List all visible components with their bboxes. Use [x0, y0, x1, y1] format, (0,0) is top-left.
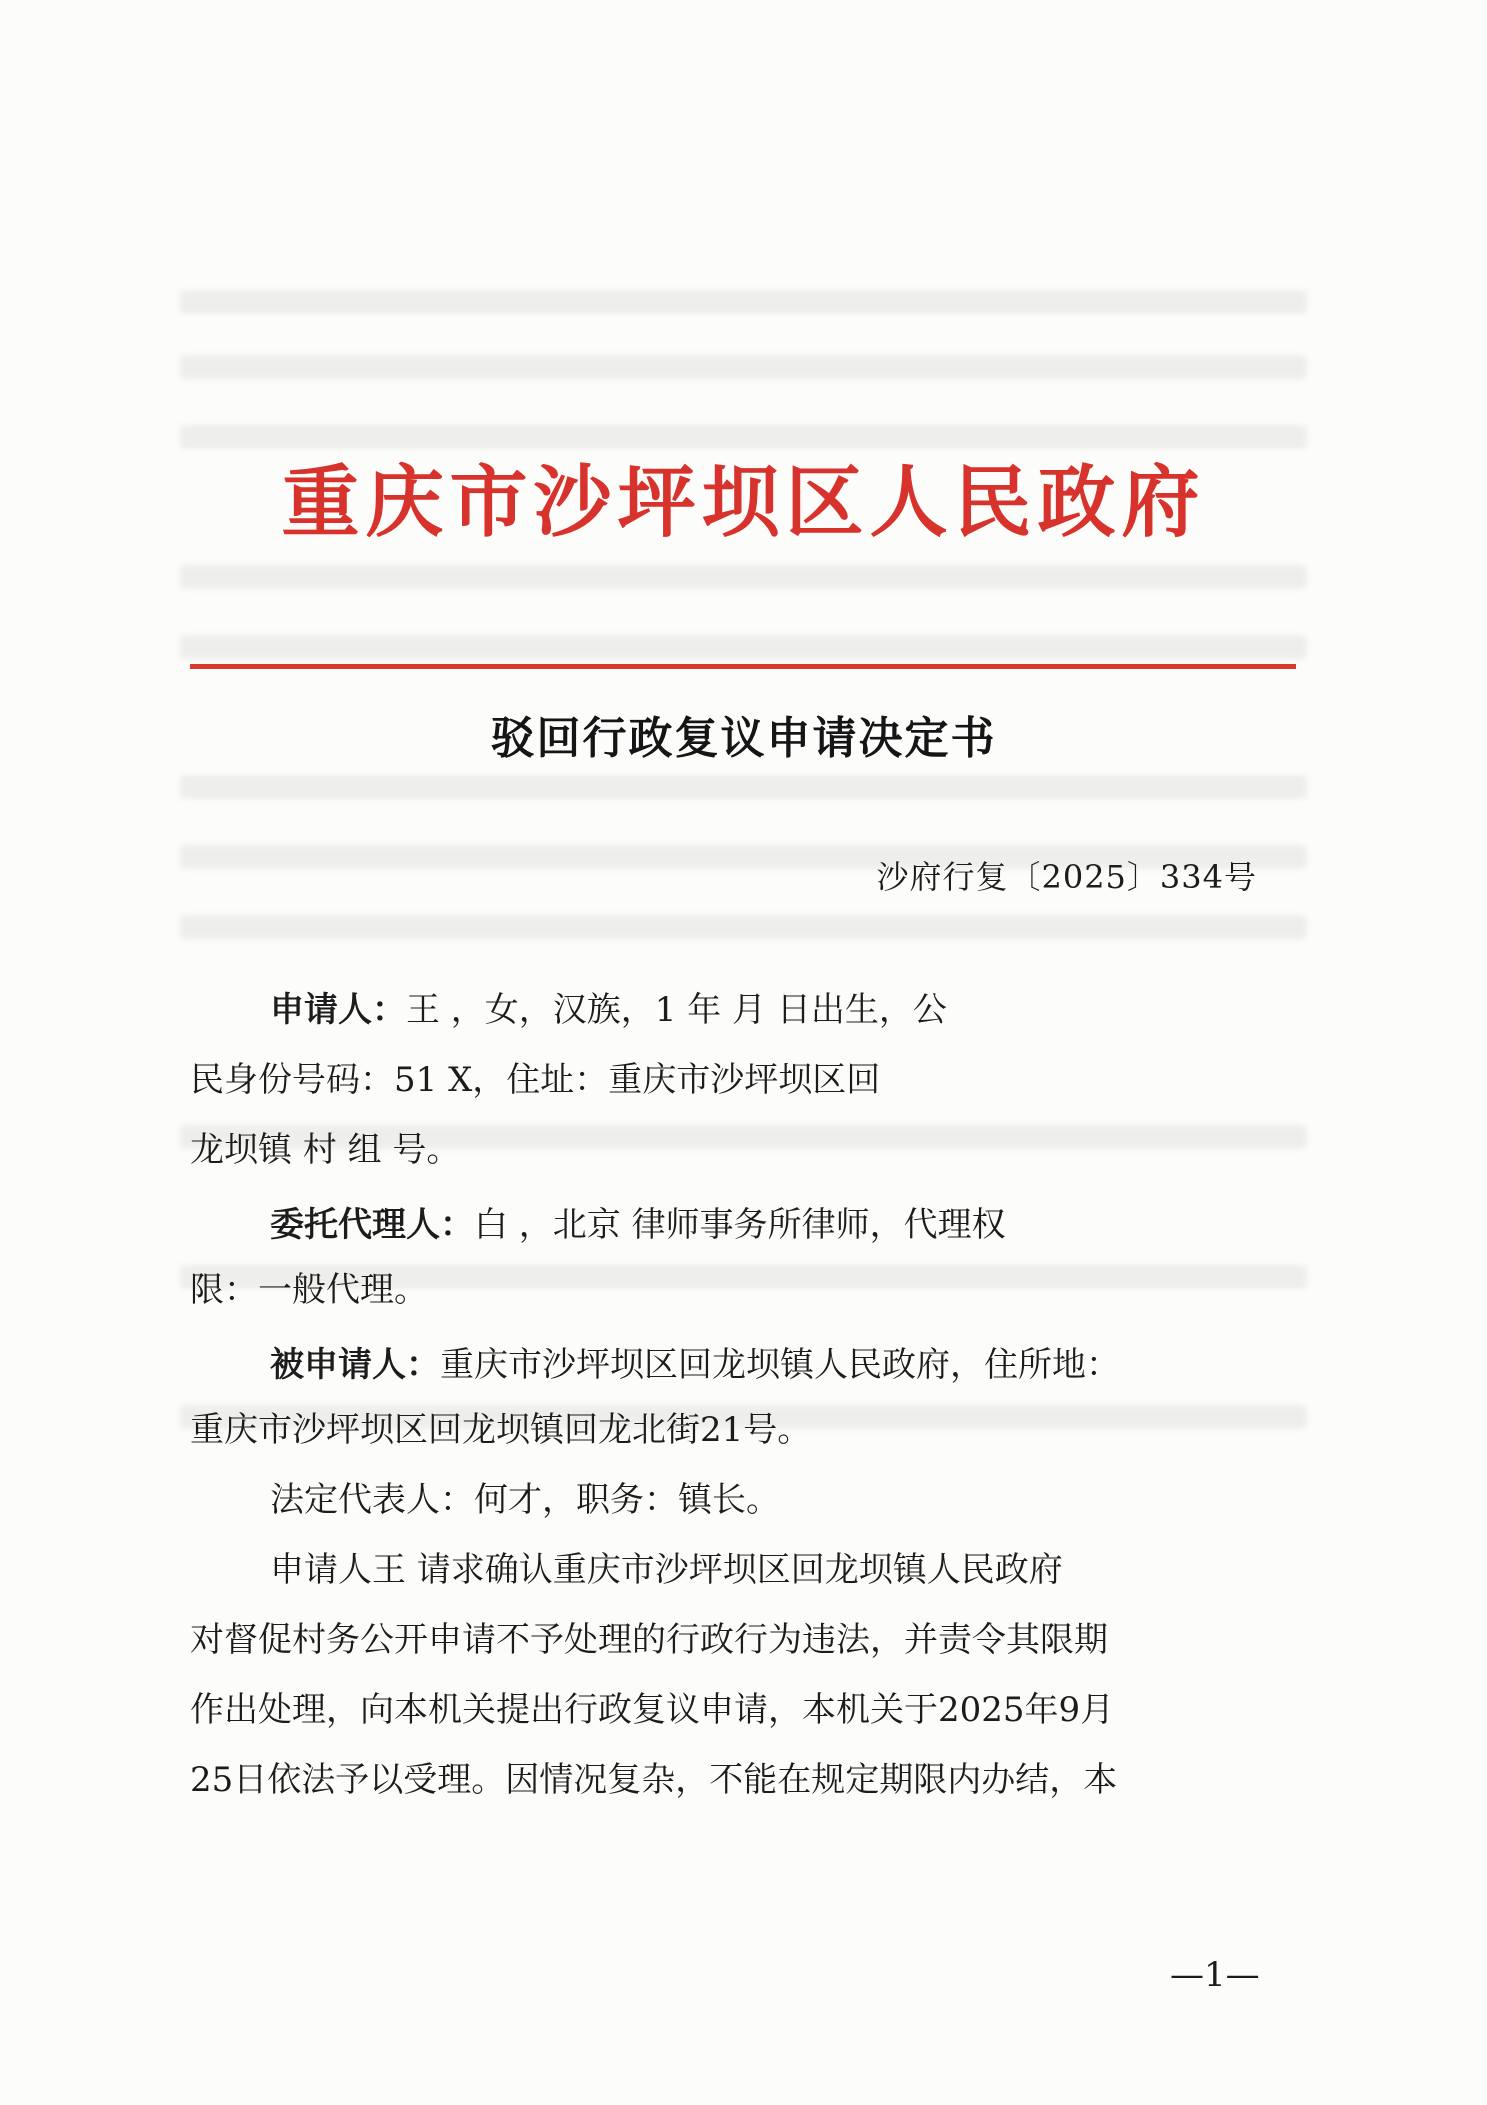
body-line-2: 对督促村务公开申请不予处理的行政行为违法，并责令其限期 — [190, 1620, 1108, 1660]
agent-text-1: 白 ，北京 律师事务所律师，代理权 — [474, 1205, 1006, 1245]
applicant-line-2: 民身份号码：51 X，住址：重庆市沙坪坝区回 — [190, 1060, 881, 1100]
agent-label: 委托代理人： — [270, 1205, 474, 1245]
show-through-line — [180, 915, 1307, 939]
applicant-line-3: 龙坝镇 村 组 号。 — [190, 1130, 461, 1170]
body-line-4: 25日依法予以受理。因情况复杂，不能在规定期限内办结，本 — [190, 1760, 1118, 1800]
respondent-line-1 — [270, 1345, 1296, 1385]
respondent-label: 被申请人： — [270, 1345, 440, 1385]
document-title: 驳回行政复议申请决定书 — [490, 713, 997, 764]
body-line-1: 申请人王 请求确认重庆市沙坪坝区回龙坝镇人民政府 — [270, 1550, 1063, 1590]
legal-representative: 法定代表人：何才，职务：镇长。 — [270, 1480, 780, 1520]
document-number: 沙府行复〔2025〕334号 — [876, 858, 1257, 896]
issuer-header: 重庆市沙坪坝区人民政府 — [281, 458, 1206, 548]
body-line-3: 作出处理，向本机关提出行政复议申请，本机关于2025年9月 — [190, 1690, 1115, 1730]
respondent-line-2: 重庆市沙坪坝区回龙坝镇回龙北街21号。 — [190, 1410, 812, 1450]
page-number: —1— — [1170, 1955, 1260, 1995]
show-through-line — [180, 635, 1307, 659]
applicant-line-1 — [270, 990, 1296, 1030]
red-divider — [190, 664, 1296, 669]
respondent-text-1: 重庆市沙坪坝区回龙坝镇人民政府，住所地： — [440, 1345, 1120, 1385]
applicant-label: 申请人： — [270, 990, 406, 1030]
show-through-line — [180, 775, 1307, 799]
agent-line-1 — [270, 1205, 1296, 1245]
agent-line-2: 限：一般代理。 — [190, 1270, 428, 1310]
applicant-text-1: 王 ，女，汉族，1 年 月 日出生，公 — [406, 990, 947, 1030]
show-through-line — [180, 565, 1307, 589]
show-through-line — [180, 290, 1307, 314]
show-through-line — [180, 355, 1307, 379]
